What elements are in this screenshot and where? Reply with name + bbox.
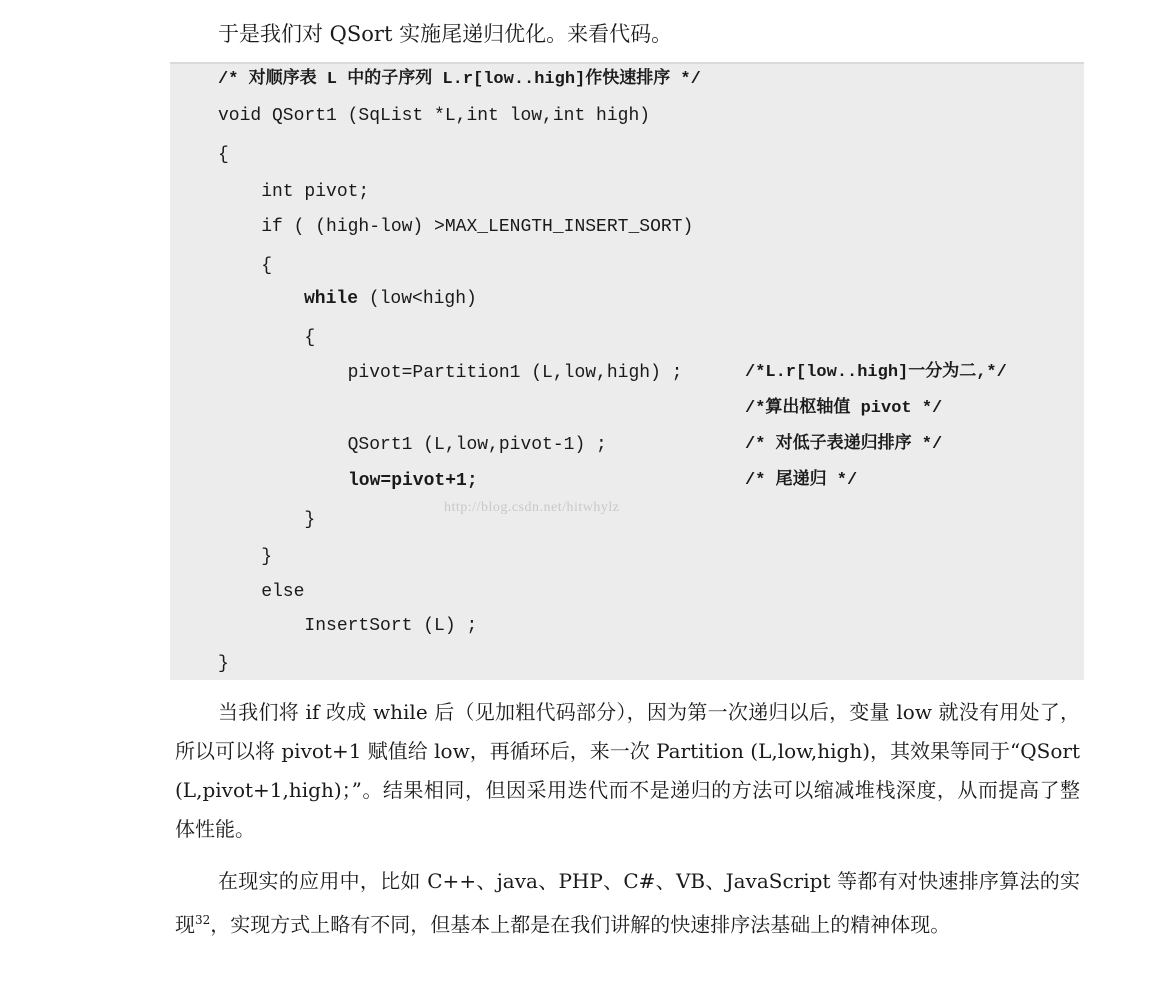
code-comment-header: /* 对顺序表 L 中的子序列 L.r[low..high]作快速排序 */: [218, 70, 701, 89]
code-close-brace: }: [218, 654, 229, 674]
code-while-statement: [304, 287, 477, 311]
code-while-keyword: while: [304, 289, 359, 309]
code-else: else: [218, 582, 305, 602]
code-partition-call: pivot=Partition1 (L,low,high) ;: [218, 363, 683, 383]
code-tail-recursion: low=pivot+1;: [348, 471, 478, 491]
footnote-marker: 32: [195, 913, 211, 927]
paragraph-applications-text-2: ，实现方式上略有不同，但基本上都是在我们讲解的快速排序法基础上的精神体现。: [210, 912, 951, 937]
code-qsort-call: QSort1 (L,low,pivot-1) ;: [218, 435, 607, 455]
paragraph-applications: [175, 862, 1080, 945]
code-pivot-decl: int pivot;: [218, 182, 370, 202]
code-if-open-brace: {: [218, 256, 273, 276]
intro-text: 于是我们对 QSort 实施尾递归优化。来看代码。: [218, 22, 673, 46]
code-if-statement: if ( (high-low) >MAX_LENGTH_INSERT_SORT): [218, 217, 694, 237]
code-if-close-brace: }: [218, 547, 273, 567]
code-while-open-brace: {: [218, 328, 316, 348]
paragraph-explanation: 当我们将 if 改成 while 后（见加粗代码部分），因为第一次递归以后，变量 low 就没有用处了，所以可以将 pivot+1 赋值给 low，再循环后，来一次 Partition (L,low,high)，其效果等同于“QSort (L,pivot+1,high)；”。结果相同，但因采用迭代而不是递归的方法可以缩减堆栈深度，从而提高了整体性能。: [175, 700, 1080, 841]
code-while-close-brace: }: [218, 510, 316, 530]
code-tail-comment: /* 尾递归 */: [745, 471, 858, 490]
watermark-url: http://blog.csdn.net/hitwhylz: [444, 500, 620, 515]
code-pivot-comment: /*算出枢轴值 pivot */: [745, 399, 943, 418]
code-partition-comment: /*L.r[low..high]一分为二,*/: [745, 363, 1007, 382]
code-while-condition: (low<high): [358, 289, 477, 309]
code-function-signature: void QSort1 (SqList *L,int low,int high): [218, 106, 651, 126]
paragraph-applications-text-1: 在现实的应用中，比如 C++、java、PHP、C#、VB、JavaScript 等都有对快速排序算法的实现: [175, 869, 1080, 937]
code-open-brace: {: [218, 145, 229, 165]
code-insert-sort: InsertSort (L) ;: [218, 616, 478, 636]
code-qsort-comment: /* 对低子表递归排序 */: [745, 435, 943, 454]
